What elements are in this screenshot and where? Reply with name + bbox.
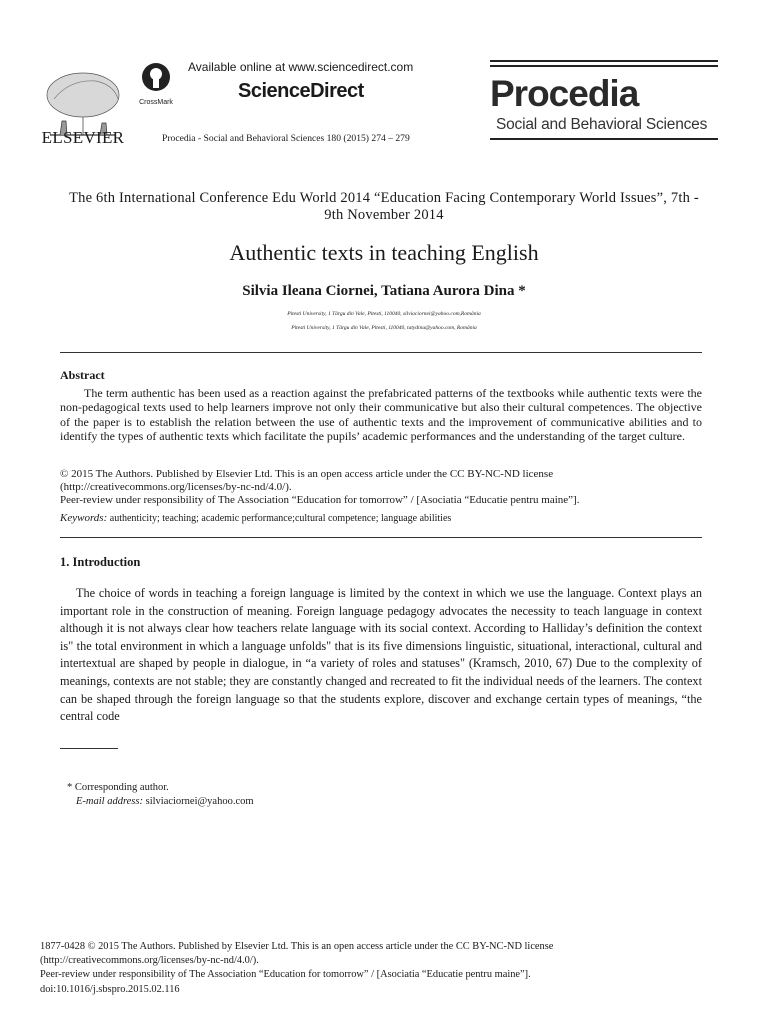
journal-reference: Procedia - Social and Behavioral Sciences 180 (2015) 274 – 279 bbox=[162, 133, 410, 144]
email-address[interactable]: silviaciornei@yahoo.com bbox=[142, 796, 254, 807]
footnote-email bbox=[76, 796, 254, 807]
abstract-license bbox=[60, 468, 702, 507]
license-line: © 2015 The Authors. Published by Elsevier Ltd. This is an open access article under the CC BY-NC-ND license bbox=[60, 468, 554, 480]
abstract-heading: Abstract bbox=[60, 368, 105, 382]
sciencedirect-logo: ScienceDirect bbox=[238, 80, 364, 102]
footer-peer-review: Peer-review under responsibility of The Association “Education for tomorrow” / [Asociatia “Educatie pentru maine”]. bbox=[40, 969, 531, 981]
footer-license-link[interactable]: (http://creativecommons.org/licenses/by-nc-nd/4.0/). bbox=[40, 955, 259, 967]
section-heading-introduction: 1. Introduction bbox=[60, 555, 141, 569]
procedia-logo: Procedia bbox=[490, 73, 639, 114]
footer-doi[interactable]: doi:10.1016/j.sbspro.2015.02.116 bbox=[40, 983, 180, 995]
footnote-rule bbox=[60, 748, 118, 749]
footer-license: 1877-0428 © 2015 The Authors. Published by Elsevier Ltd. This is an open access article under the CC BY-NC-ND license bbox=[40, 941, 554, 952]
keywords-list: authenticity; teaching; academic performance;cultural competence; language abilities bbox=[107, 513, 452, 524]
keywords bbox=[60, 512, 702, 524]
divider-bottom bbox=[60, 537, 702, 538]
procedia-bottom-rule bbox=[490, 138, 718, 140]
introduction-body: The choice of words in teaching a foreign language is limited by the context in which we use the language. Context plays an important role in the construction of meaning. Foreign language pedagogy advocates the necessity to teach language in context although it is not always clear how teachers relate language with its social context. According to Halliday’s definition the context is" the total environment in which a language unfolds" that is its five dimensions linguistic, situational, interactional, cultural and intertextual are shaped by people in dialogue, in “a variety of roles and statuses" (Kramsch, 2010, 67) Due to the complexity of meanings, contexts are not stable; they are constantly changed and recreated to fit the individual needs of the learners. The context can be shaped through the foreign language so that the students explore, discover and exchange certain types of meanings, “the central code bbox=[60, 586, 702, 724]
peer-review-note: Peer-review under responsibility of The Association “Education for tomorrow” / [Asociatia “Educatie pentru maine”]. bbox=[60, 494, 580, 506]
license-link[interactable]: (http://creativecommons.org/licenses/by-nc-nd/4.0/). bbox=[60, 481, 292, 493]
conference-name: The 6th International Conference Edu World 2014 “Education Facing Contemporary World Issues”, 7th - 9th November 2014 bbox=[69, 190, 699, 223]
crossmark-label: CrossMark bbox=[139, 99, 173, 106]
crossmark-icon bbox=[141, 62, 171, 92]
keywords-label: Keywords: bbox=[60, 512, 108, 524]
footnote-corresponding: * Corresponding author. bbox=[67, 782, 169, 793]
affiliation-1: Pitesti University, 1 Târgu din Vale, Pitesti, 110040, silviaciornei@yahoo.com,România bbox=[287, 311, 481, 317]
page-footer bbox=[40, 940, 720, 997]
available-online: Available online at www.sciencedirect.com bbox=[188, 60, 414, 74]
publisher-wordmark: ELSEVIER bbox=[41, 128, 125, 147]
affiliation-2: Pitesti University, 1 Târgu din Vale, Pitesti, 110040, tatydina@yahoo.com, România bbox=[291, 325, 477, 331]
abstract-body: The term authentic has been used as a reaction against the prefabricated patterns of the textbooks while authentic texts were the non-pedagogical texts used to help learners improve not only their communicative but also their cultural competences. The objective of the paper is to establish the relation between the use of authentic texts and the improvement of communicative abilities and to identify the types of authentic texts which facilitate the pupils’ academic performances and the understanding of the target culture. bbox=[60, 386, 702, 444]
crossmark-badge[interactable] bbox=[132, 62, 180, 106]
author-list: Silvia Ileana Ciornei, Tatiana Aurora Dina * bbox=[242, 283, 526, 299]
divider-top bbox=[60, 352, 702, 353]
procedia-top-rules bbox=[490, 60, 718, 70]
paper-title: Authentic texts in teaching English bbox=[229, 240, 539, 265]
email-label: E-mail address: bbox=[76, 796, 143, 807]
procedia-subtitle: Social and Behavioral Sciences bbox=[496, 116, 708, 133]
